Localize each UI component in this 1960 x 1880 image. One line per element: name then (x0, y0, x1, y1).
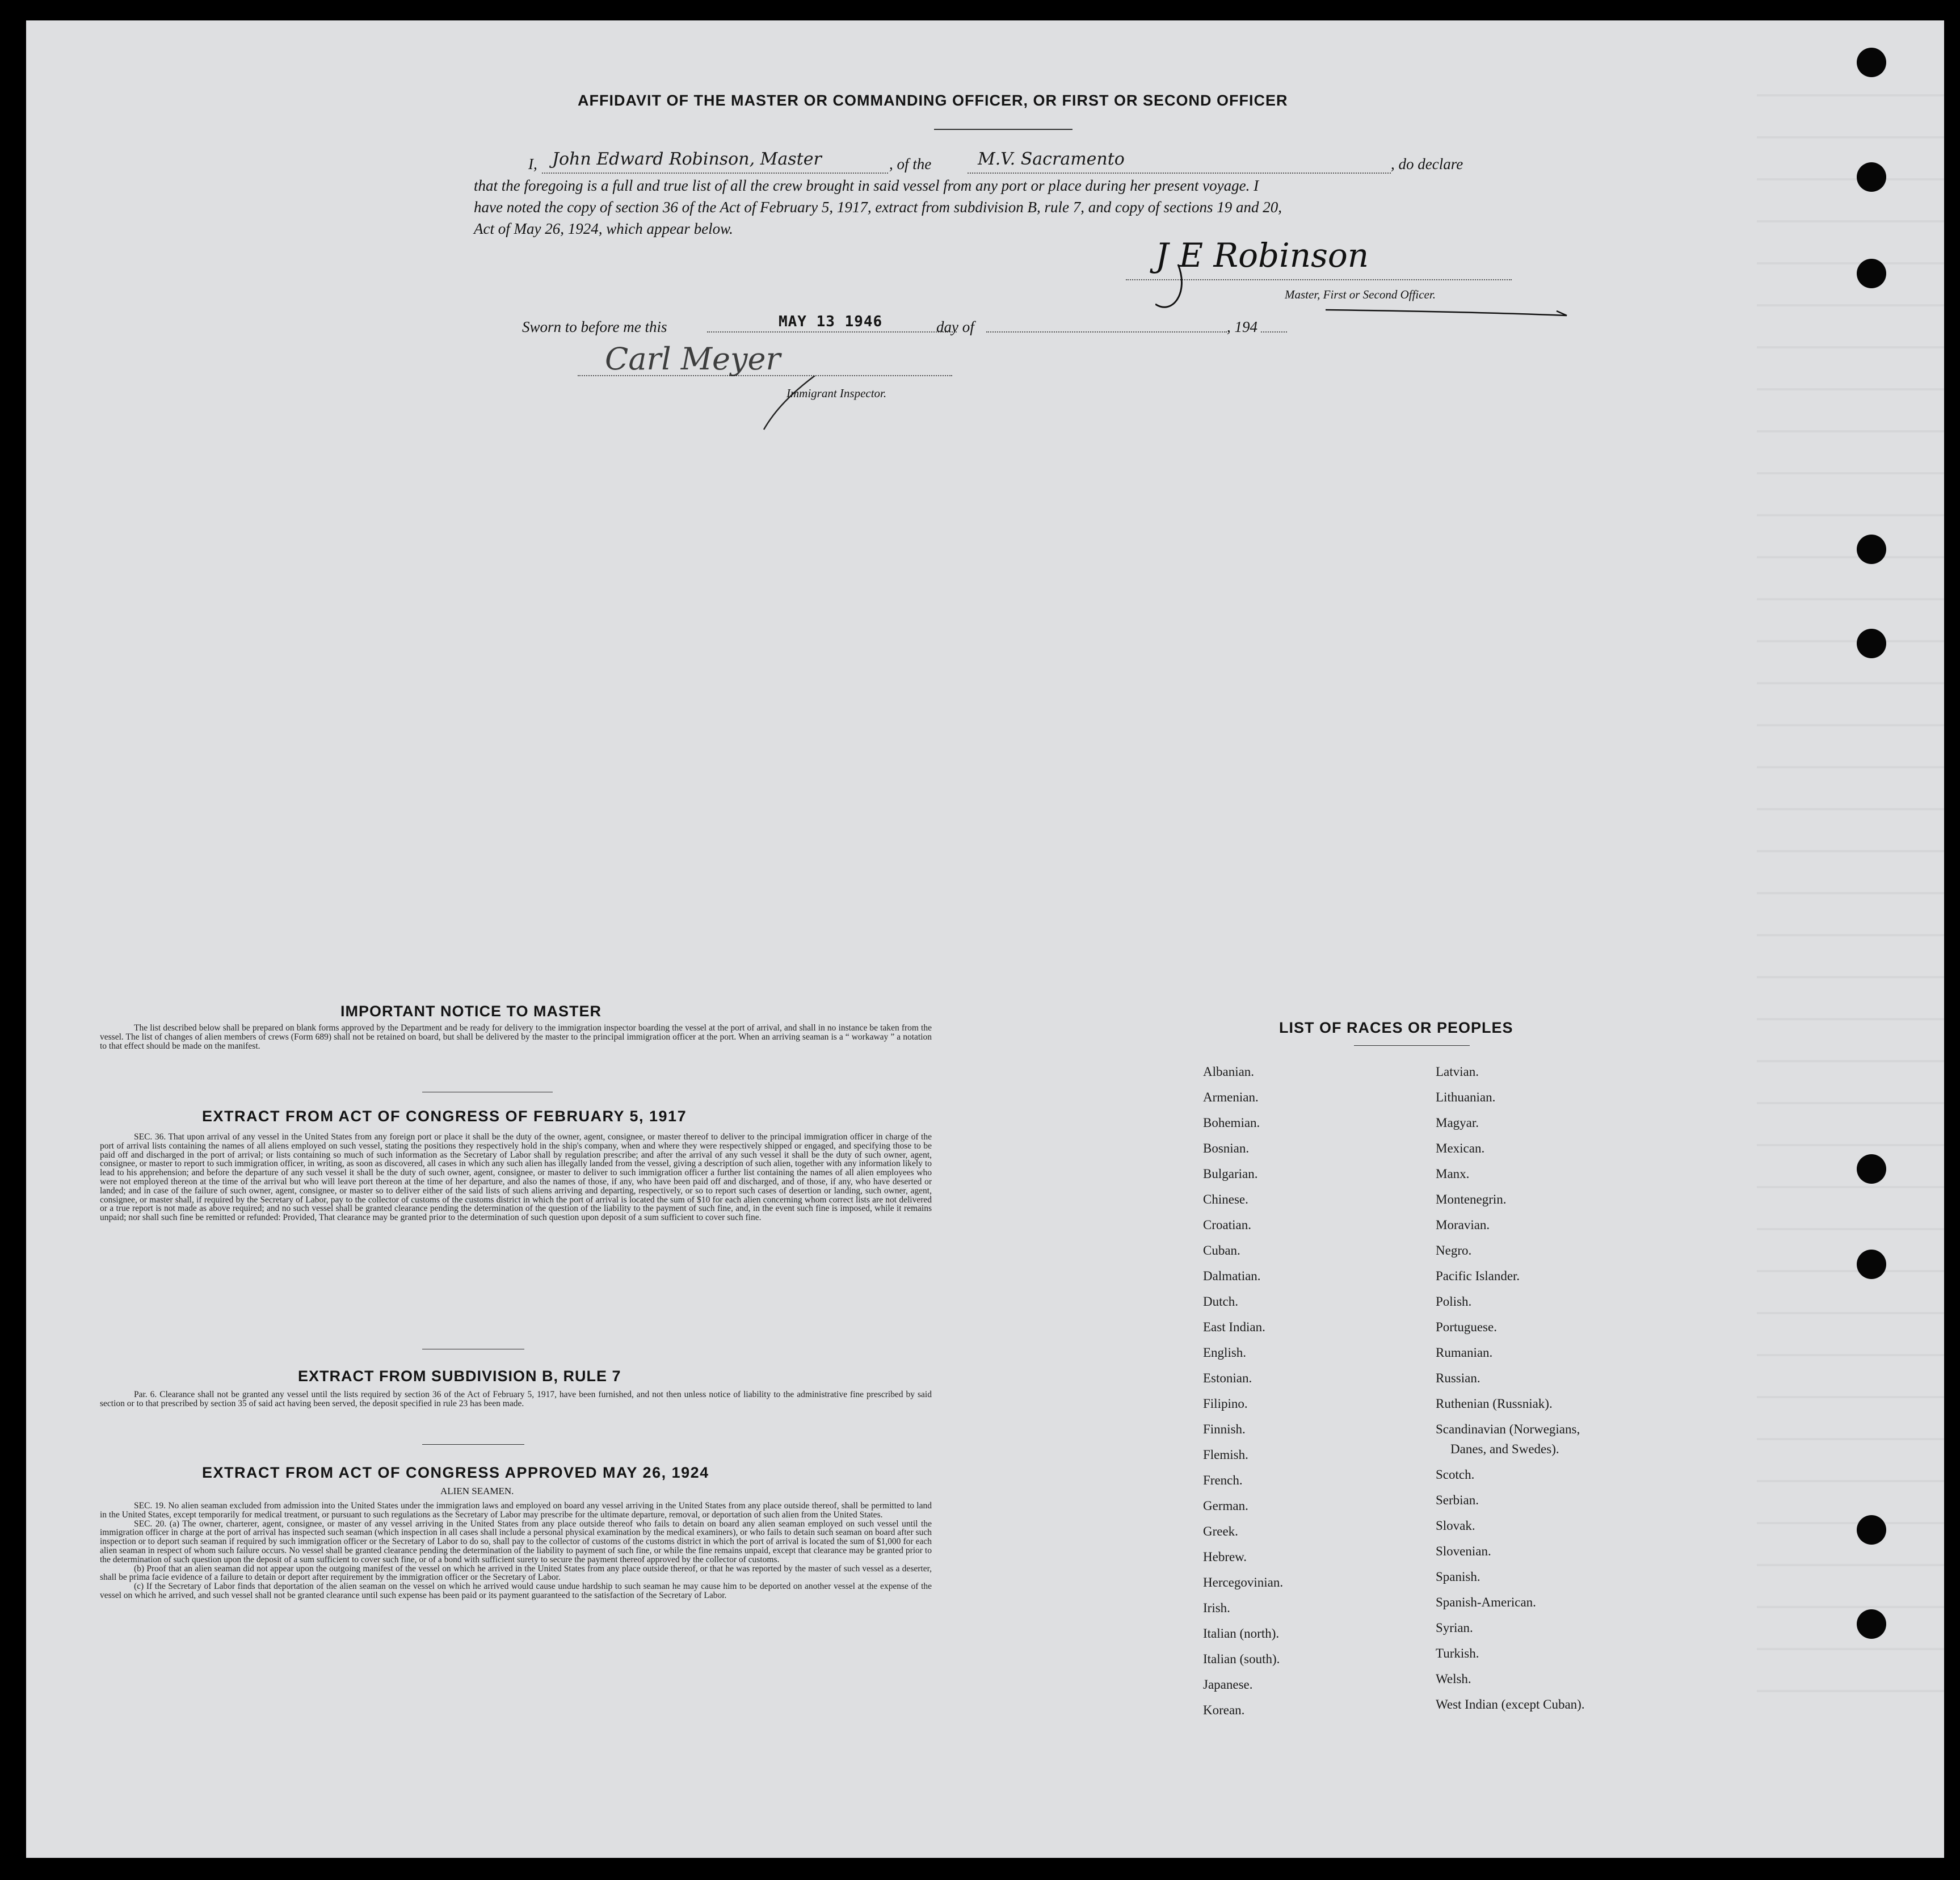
race-item: Italian (south). (1203, 1652, 1280, 1666)
race-item: Japanese. (1203, 1677, 1253, 1692)
declaration-line-3: have noted the copy of section 36 of the Act of February 5, 1917, extract from subdivision B, rule 7, and copy of sections 19 and 20, (474, 199, 1282, 216)
race-item: East Indian. (1203, 1320, 1265, 1334)
race-item: Dutch. (1203, 1294, 1238, 1309)
master-name-handwriting: John Edward Robinson, Master (552, 149, 822, 169)
punch-hole (1857, 48, 1886, 77)
vessel-name-field[interactable] (968, 149, 1391, 174)
race-item: Slovak. (1436, 1519, 1475, 1533)
important-notice-title: IMPORTANT NOTICE TO MASTER (340, 1003, 602, 1020)
year-prefix: , 194 (1227, 318, 1257, 335)
race-item: Negro. (1436, 1243, 1472, 1257)
race-item: Lithuanian. (1436, 1090, 1496, 1104)
master-signature: J E Robinson (1155, 236, 1369, 275)
race-item: Spanish. (1436, 1570, 1480, 1584)
month-field[interactable] (986, 330, 1227, 333)
sworn-day-field[interactable] (707, 330, 957, 333)
punch-hole (1857, 1515, 1886, 1545)
sworn-label: Sworn to before me this (522, 318, 667, 335)
punch-hole (1857, 1250, 1886, 1279)
race-item: Filipino. (1203, 1397, 1248, 1411)
important-notice-text: The list described below shall be prepared on blank forms approved by the Department and be ready for delivery to the immigration inspector boarding the vessel at the port of arrival, and shall in no instance be taken from the vessel. The list of changes of alien members of crews (Form 689) shall not be retained on board, but shall be delivered by the master to the principal immigration officer at the port. When an arriving seaman is a “ workaway ” a notation to that effect should be made on the manifest. (100, 1023, 932, 1051)
race-item: Spanish-American. (1436, 1595, 1536, 1609)
race-item: Greek. (1203, 1524, 1238, 1538)
race-item: Ruthenian (Russniak). (1436, 1397, 1553, 1411)
punch-hole (1857, 535, 1886, 564)
sec-19-text: SEC. 19. No alien seaman excluded from admission into the United States under the immigration laws and employed on board any vessel arriving in the United States from any place outside thereof, shall be permitted to land in the United States, except temporarily for medical treatment, or pursuant to such regulations as the Secretary of Labor may prescribe for the ultimate departure, removal, or deportation of such alien from the United States. (100, 1501, 932, 1520)
race-item: Estonian. (1203, 1371, 1252, 1385)
sec-20b-text: (b) Proof that an alien seaman did not appear upon the outgoing manifest of the vessel on which he arrived in the United States from any place outside thereof, or that he was reported by the master of such vessel as a deserter, shall be prima facie evidence of a failure to detain or deport after requirement by the immigration officer or the Secretary of Labor. (100, 1563, 932, 1583)
race-item: West Indian (except Cuban). (1436, 1697, 1585, 1711)
inspector-signature: Carl Meyer (605, 341, 781, 377)
race-item: Flemish. (1203, 1448, 1248, 1462)
race-item: Hebrew. (1203, 1550, 1247, 1564)
master-name-field[interactable] (542, 149, 888, 174)
race-item: Welsh. (1436, 1672, 1471, 1686)
race-item: Finnish. (1203, 1422, 1246, 1436)
race-item: Syrian. (1436, 1621, 1473, 1635)
sworn-date-stamp: MAY 13 1946 (779, 313, 883, 330)
extract-rule7-text: Par. 6. Clearance shall not be granted any vessel until the lists required by section 36 of the Act of February 5, 1917, have been furnished, and not then unless notice of liability to the administrative fine prescribed by said section or to that prescribed by section 35 of said act having been served, the deposit specified in rule 23 has been made. (100, 1390, 932, 1408)
race-item: Scandinavian (Norwegians, (1436, 1422, 1580, 1436)
extract-1917-title: EXTRACT FROM ACT OF CONGRESS OF FEBRUARY 5, 1917 (202, 1108, 687, 1125)
race-item: Moravian. (1436, 1218, 1490, 1232)
punch-hole (1857, 162, 1886, 192)
race-item: Dalmatian. (1203, 1269, 1261, 1283)
extract-1924-body (100, 1502, 932, 1600)
declaration-line-2: that the foregoing is a full and true list of all the crew brought in said vessel from any port or place during her present voyage. I (474, 177, 1259, 194)
race-item: Portuguese. (1436, 1320, 1497, 1334)
race-item: Hercegovinian. (1203, 1575, 1284, 1589)
day-of-label: day of (936, 318, 974, 335)
punch-hole (1857, 259, 1886, 288)
inspector-caption: Immigrant Inspector. (786, 386, 887, 400)
race-item: Irish. (1203, 1601, 1230, 1615)
of-the-label: , of the (889, 155, 932, 173)
race-item: Croatian. (1203, 1218, 1251, 1232)
divider (934, 129, 1072, 130)
race-item: English. (1203, 1345, 1247, 1360)
race-item: Italian (north). (1203, 1626, 1280, 1641)
race-item: Montenegrin. (1436, 1192, 1507, 1206)
vessel-name-handwriting: M.V. Sacramento (978, 149, 1125, 169)
year-field[interactable] (1261, 330, 1287, 333)
race-item: Cuban. (1203, 1243, 1240, 1257)
document-page (26, 20, 1944, 1858)
race-item: Serbian. (1436, 1493, 1479, 1507)
race-item: Pacific Islander. (1436, 1269, 1520, 1283)
declaration-line-1 (474, 149, 1569, 175)
races-title: LIST OF RACES OR PEOPLES (1279, 1019, 1513, 1036)
i-label: I, (528, 155, 537, 173)
race-item: Manx. (1436, 1167, 1470, 1181)
race-item: Bosnian. (1203, 1141, 1250, 1155)
races-right-column (1436, 1059, 1585, 1717)
races-left-column (1203, 1059, 1283, 1723)
race-item: Turkish. (1436, 1646, 1479, 1660)
race-item: Bulgarian. (1203, 1167, 1258, 1181)
race-item: Chinese. (1203, 1192, 1248, 1206)
race-item: Armenian. (1203, 1090, 1259, 1104)
race-item: German. (1203, 1499, 1248, 1513)
do-declare-label: , do declare (1391, 155, 1463, 173)
sec-20c-text: (c) If the Secretary of Labor finds that deportation of the alien seaman on the vessel on which he arrived would cause undue hardship to such seaman he may cause him to be deported on another vessel at the expense of the vessel on which he arrived, and such vessel shall not be granted clearance until such expense has been paid or its payment guaranteed to the satisfaction of the Secretary of Labor. (100, 1582, 932, 1600)
divider (1354, 1045, 1470, 1046)
race-item: Mexican. (1436, 1141, 1485, 1155)
race-item: Polish. (1436, 1294, 1472, 1309)
race-item: Albanian. (1203, 1065, 1255, 1079)
sec-20a-text: SEC. 20. (a) The owner, charterer, agent, consignee, or master of any vessel arriving in the United States from any place outside thereof who fails to detain on board any alien seaman employed on such vessel until the immigration officer in charge at the port of arrival has inspected such seaman (which inspection in all cases shall include a personal physical examination by the medical examiners), or who fails to detain such seaman on board after such inspection or to deport such seaman if required by such immigration officer or the Secretary of Labor to do so, shall pay to the collector of customs of the customs district in which the port of arrival is located the sum of $1,000 for each alien seaman in respect of whom such failure occurs. No vessel shall be granted clearance pending the determination of the liability to payment of such fine, or while the fine remains unpaid, except that clearance may be granted prior to the determination of such question upon the deposit of a sum sufficient to cover such fine, or of a bond with sufficient surety to secure the payment thereof approved by the collector of customs. (100, 1519, 932, 1564)
extract-1924-title: EXTRACT FROM ACT OF CONGRESS APPROVED MAY 26, 1924 (202, 1464, 709, 1481)
declaration-line-4: Act of May 26, 1924, which appear below. (474, 220, 733, 237)
extract-rule7-title: EXTRACT FROM SUBDIVISION B, RULE 7 (298, 1368, 621, 1385)
race-item: Slovenian. (1436, 1544, 1491, 1558)
punch-hole (1857, 629, 1886, 658)
race-item: Scotch. (1436, 1467, 1475, 1482)
extract-1924-subtitle: ALIEN SEAMEN. (440, 1486, 514, 1496)
race-item: Korean. (1203, 1703, 1245, 1717)
affidavit-body (474, 149, 1569, 239)
divider (422, 1444, 524, 1445)
race-item: French. (1203, 1473, 1243, 1487)
master-caption: Master, First or Second Officer. (1285, 288, 1436, 301)
race-item: Danes, and Swedes). (1450, 1442, 1559, 1456)
punch-hole (1857, 1609, 1886, 1639)
extract-1917-text: SEC. 36. That upon arrival of any vessel in the United States from any foreign port or place it shall be the duty of the owner, agent, consignee, or master thereof to deliver to the principal immigration officer in charge of the port of arrival lists containing the names of all aliens employed on such vessel, stating the positions they respectively hold in the ship's company, when and where they were respectively shipped or engaged, and specifying those to be paid off and discharged in the port of arrival; or lists containing so much of such information as the Secretary of Labor shall by regulation prescribe; and after the arrival of any such vessel it shall be the duty of such owner, agent, consignee, or master to report to such immigration officer, in writing, as soon as discovered, all cases in which any such alien has illegally landed from the vessel, giving a description of such alien, together with any information likely to lead to his apprehension; and before the departure of any such vessel it shall be the duty of such owner, agent, consignee, or master to deliver to such immigration officer a further list containing the names of all alien employees who were not employed thereon at the time of the arrival but who will leave port thereon at the time of her departure, and also the names of those, if any, who have been paid off and discharged, and of those, if any, who have deserted or landed; and in case of the failure of such owner, agent, consignee, or master so to deliver either of the said lists of such aliens arriving and departing, respectively, or so to report such cases of desertion or landing, such owner, agent, consignee, or master shall, if required by the Secretary of Labor, pay to the collector of customs of the customs district in which the port of arrival is located the sum of $10 for each alien concerning whom correct lists are not delivered or a true report is not made as above required; and no such vessel shall be granted clearance pending the determination of the question of the liability to the payment of such fine, and, in the event such fine is imposed, while it remains unpaid; nor shall such fine be remitted or refunded: Provided, That clearance may be granted prior to the determination of such question upon deposit of a sum sufficient to cover such fine. (100, 1132, 932, 1223)
race-item: Russian. (1436, 1371, 1480, 1385)
race-item: Rumanian. (1436, 1345, 1493, 1360)
race-item: Magyar. (1436, 1116, 1479, 1130)
affidavit-title: AFFIDAVIT OF THE MASTER OR COMMANDING OFFICER, OR FIRST OR SECOND OFFICER (578, 92, 1288, 109)
bleed-through-texture (1757, 54, 1944, 1700)
punch-hole (1857, 1154, 1886, 1184)
race-item: Latvian. (1436, 1065, 1479, 1079)
race-item: Bohemian. (1203, 1116, 1260, 1130)
